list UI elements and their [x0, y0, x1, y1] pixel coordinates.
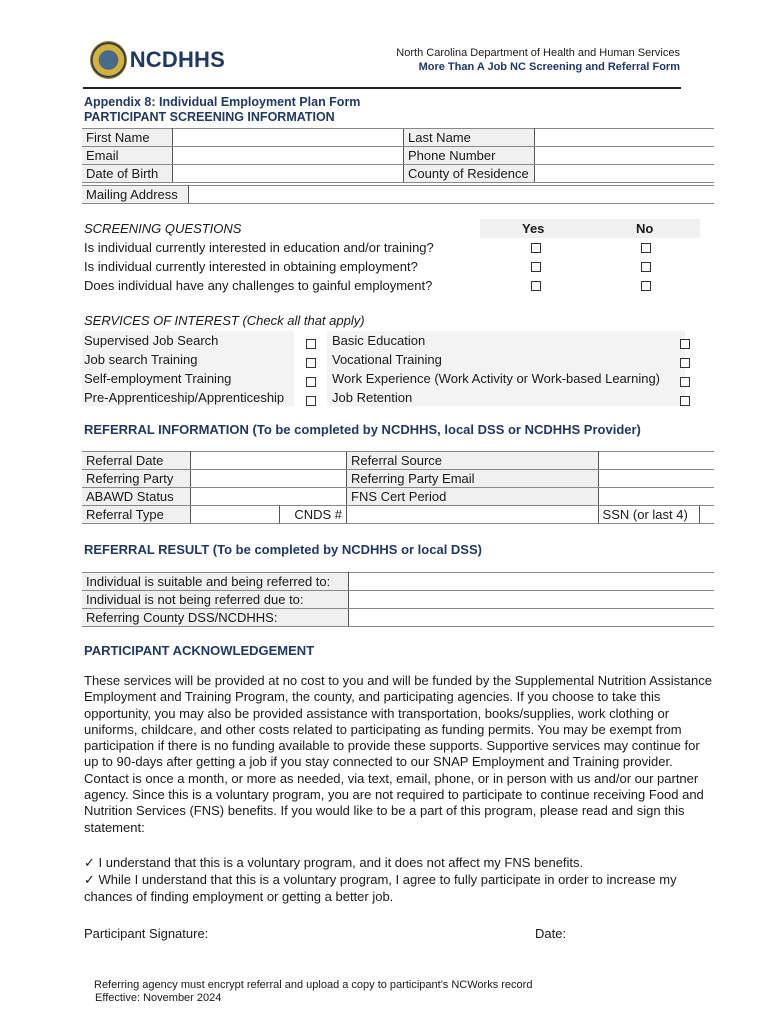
apprenticeship-checkbox[interactable] — [306, 396, 316, 406]
footer-note: Referring agency must encrypt referral and upload a copy to participant's NCWorks record — [94, 979, 533, 991]
referring-party-email-field[interactable] — [598, 470, 714, 488]
statement-participate — [84, 872, 718, 905]
suitable-referred-label: Individual is suitable and being referred to: — [82, 573, 349, 591]
dob-label: Date of Birth — [82, 165, 173, 183]
service-left-list — [84, 331, 284, 407]
cnds-field[interactable] — [347, 506, 599, 524]
signature-label: Participant Signature: — [84, 926, 209, 941]
service-vocational-training: Vocational Training — [332, 352, 442, 367]
question-3-yes-checkbox[interactable] — [531, 281, 541, 291]
question-1-yes-checkbox[interactable] — [531, 243, 541, 253]
table-row — [82, 591, 714, 609]
referring-party-label: Referring Party — [82, 470, 191, 488]
question-3-no-checkbox[interactable] — [641, 281, 651, 291]
service-job-search-training: Job search Training — [84, 352, 198, 367]
referring-party-field[interactable] — [191, 470, 347, 488]
table-row — [82, 186, 714, 204]
no-label: No — [636, 221, 654, 236]
not-referred-label: Individual is not being referred due to: — [82, 591, 349, 609]
referral-info-table — [82, 451, 714, 524]
services-title: SERVICES OF INTEREST (Check all that apply) — [84, 313, 365, 328]
question-1-no-checkbox[interactable] — [641, 243, 651, 253]
service-apprenticeship: Pre-Apprenticeship/Apprenticeship — [84, 390, 285, 405]
referring-county-field[interactable] — [349, 609, 715, 627]
table-row — [82, 129, 714, 147]
referral-type-field[interactable] — [191, 506, 280, 524]
screening-questions — [84, 219, 704, 295]
referral-source-field[interactable] — [598, 452, 714, 470]
referral-type-label: Referral Type — [82, 506, 191, 524]
referral-info-title: REFERRAL INFORMATION (To be completed by NCDHHS, local DSS or NCDHHS Provider) — [84, 422, 641, 437]
suitable-referred-field[interactable] — [349, 573, 715, 591]
last-name-label: Last Name — [404, 129, 535, 147]
mailing-address-table — [82, 185, 714, 204]
appendix-title: Appendix 8: Individual Employment Plan Form — [84, 95, 361, 109]
cnds-label: CNDS # — [280, 506, 347, 524]
first-name-label: First Name — [82, 129, 173, 147]
form-name: More Than A Job NC Screening and Referral Form — [418, 61, 680, 73]
check-icon: ✓ — [84, 855, 95, 870]
footer-effective-date: Effective: November 2024 — [95, 992, 222, 1004]
email-field[interactable] — [173, 147, 404, 165]
abawd-status-field[interactable] — [191, 488, 347, 506]
question-2-yes-checkbox[interactable] — [531, 262, 541, 272]
participant-section-title: PARTICIPANT SCREENING INFORMATION — [84, 110, 335, 124]
referral-result-title: REFERRAL RESULT (To be completed by NCDHHS or local DSS) — [84, 542, 482, 557]
nc-seal-icon — [90, 41, 127, 79]
basic-education-checkbox[interactable] — [680, 339, 690, 349]
abawd-status-label: ABAWD Status — [82, 488, 191, 506]
question-text: Is individual currently interested in obtaining employment? — [84, 259, 418, 274]
question-2-no-checkbox[interactable] — [641, 262, 651, 272]
service-job-retention: Job Retention — [332, 390, 413, 405]
table-row — [82, 506, 714, 524]
table-row — [82, 452, 714, 470]
fns-cert-period-label: FNS Cert Period — [347, 488, 599, 506]
ssn-field[interactable] — [699, 506, 714, 524]
table-row — [82, 609, 714, 627]
service-self-employment-training: Self-employment Training — [84, 371, 232, 386]
not-referred-field[interactable] — [349, 591, 715, 609]
acknowledgement-statements — [84, 855, 718, 905]
service-work-experience: Work Experience (Work Activity or Work-based Learning) — [332, 371, 661, 386]
referral-date-label: Referral Date — [82, 452, 191, 470]
acknowledgement-paragraph: These services will be provided at no cost to you and will be funded by the Supplemental Nutrition Assistance Employment and Training Program, the county, and participating agencies. If you choose to take this opportunity, you may also be provided assistance with transportation, books/supplies, work clothing or uniforms, childcare, and other costs related to participating as funding permits. You may be exempt from participation if there is no funding available to provide these supports. Supportive services may continue for up to 90-days after getting a job if you stay connected to our SNAP Employment and Training provider. Contact is once a month, or more as needed, via text, email, phone, or in person with us and/or our partner agency. Since this is a voluntary program, you are not required to participate to continue receiving Food and Nutrition Services (FNS) benefits. If you would like to be a part of this program, please read and sign this statement: — [84, 673, 712, 835]
table-row — [82, 165, 714, 183]
email-label: Email — [82, 147, 173, 165]
vocational-training-checkbox[interactable] — [680, 358, 690, 368]
county-label: County of Residence — [404, 165, 535, 183]
check-icon: ✓ — [84, 872, 95, 888]
phone-field[interactable] — [535, 147, 715, 165]
mailing-address-label: Mailing Address — [82, 186, 189, 204]
referring-party-email-label: Referring Party Email — [347, 470, 599, 488]
logo-text: NCDHHS — [129, 47, 225, 72]
table-row — [82, 147, 714, 165]
referral-result-table — [82, 572, 714, 627]
yes-label: Yes — [522, 221, 545, 236]
screening-question-row — [84, 276, 704, 295]
question-text: Is individual currently interested in education and/or training? — [84, 240, 434, 255]
fns-cert-period-field[interactable] — [598, 488, 714, 506]
header-divider — [83, 87, 681, 89]
referral-date-field[interactable] — [191, 452, 347, 470]
table-row — [82, 470, 714, 488]
work-experience-checkbox[interactable] — [680, 377, 690, 387]
table-row — [82, 573, 714, 591]
statement-text: I understand that this is a voluntary program, and it does not affect my FNS benefits. — [98, 855, 584, 870]
job-retention-checkbox[interactable] — [680, 396, 690, 406]
date-label: Date: — [535, 926, 567, 941]
supervised-job-search-checkbox[interactable] — [306, 339, 316, 349]
referring-county-label: Referring County DSS/NCDHHS: — [82, 609, 349, 627]
job-search-training-checkbox[interactable] — [306, 358, 316, 368]
referral-source-label: Referral Source — [347, 452, 599, 470]
ncdhhs-logo — [90, 40, 225, 80]
header-text — [396, 46, 680, 74]
service-basic-education: Basic Education — [332, 333, 426, 348]
ssn-label: SSN (or last 4) — [598, 506, 699, 524]
last-name-field[interactable] — [535, 129, 715, 147]
dob-field[interactable] — [173, 165, 404, 183]
department-name: North Carolina Department of Health and Human Services — [396, 47, 680, 59]
phone-label: Phone Number — [404, 147, 535, 165]
question-text: Does individual have any challenges to gainful employment? — [84, 278, 433, 293]
signature-field[interactable] — [220, 922, 510, 942]
participant-info-table — [82, 128, 714, 183]
mailing-address-field[interactable] — [189, 186, 715, 204]
table-row — [82, 488, 714, 506]
date-field[interactable] — [575, 922, 715, 942]
statement-text: While I understand that this is a voluntary program, I agree to fully participate in order to increase my chances of finding employment or getting a better job. — [84, 872, 677, 904]
self-employment-training-checkbox[interactable] — [306, 377, 316, 387]
acknowledgement-title: PARTICIPANT ACKNOWLEDGEMENT — [84, 643, 315, 658]
service-right-list — [332, 331, 660, 407]
yes-no-header — [480, 219, 700, 238]
footer — [94, 979, 532, 1005]
screening-header — [84, 219, 704, 238]
statement-voluntary — [84, 855, 718, 871]
screening-title: SCREENING QUESTIONS — [84, 221, 242, 236]
screening-question-row — [84, 257, 704, 276]
service-supervised-job-search: Supervised Job Search — [84, 333, 219, 348]
county-field[interactable] — [535, 165, 715, 183]
first-name-field[interactable] — [173, 129, 404, 147]
screening-question-row — [84, 238, 704, 257]
